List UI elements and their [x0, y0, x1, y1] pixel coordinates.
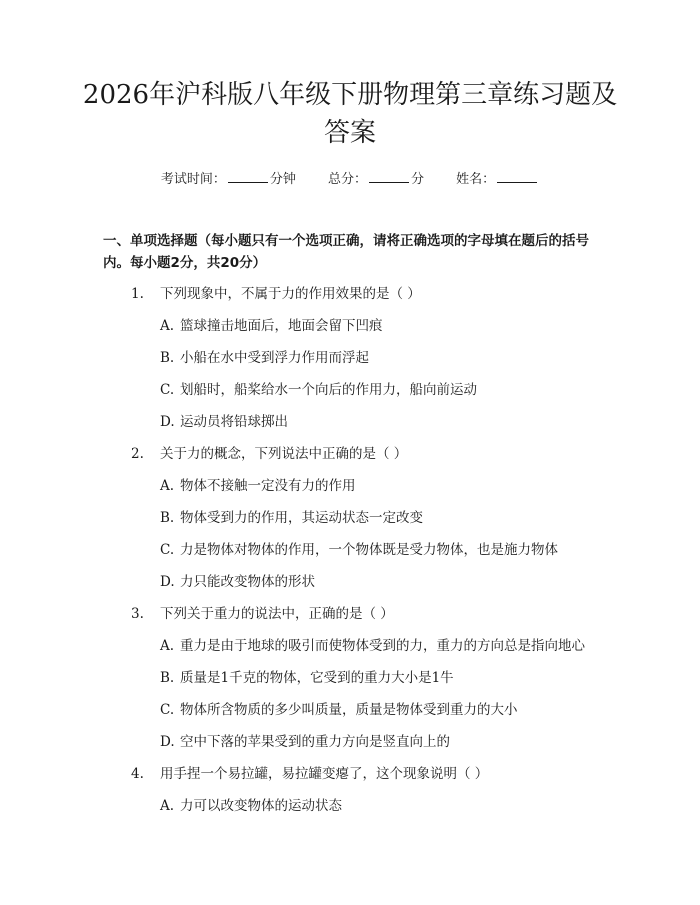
option-letter: B. [160, 350, 175, 366]
option-3c [0, 694, 700, 726]
student-name-field [456, 172, 539, 187]
question-4 [0, 758, 700, 790]
option-text: 物体不接触一定没有力的作用 [180, 478, 356, 494]
total-score-blank [369, 170, 409, 183]
option-letter: C. [160, 702, 175, 718]
question-number: 1. [131, 286, 144, 302]
question-stem: 下列现象中，不属于力的作用效果的是（ ） [160, 286, 421, 302]
option-text: 空中下落的苹果受到的重力方向是竖直向上的 [180, 734, 450, 750]
total-score-label: 总分： [327, 172, 367, 187]
option-letter: A. [160, 478, 175, 494]
option-text: 小船在水中受到浮力作用而浮起 [180, 350, 369, 366]
exam-time-label: 考试时间： [160, 172, 226, 187]
option-text: 物体受到力的作用，其运动状态一定改变 [180, 510, 423, 526]
option-letter: B. [160, 670, 175, 686]
exam-meta [0, 168, 700, 187]
exam-time-field [161, 172, 300, 187]
student-name-blank [497, 170, 537, 183]
option-3d [0, 726, 700, 758]
exam-time-unit: 分钟 [269, 172, 296, 187]
question-1 [0, 278, 700, 310]
option-text: 力可以改变物体的运动状态 [180, 798, 342, 814]
question-number: 3. [131, 606, 144, 622]
option-1d [0, 406, 700, 438]
option-letter: A. [160, 318, 175, 334]
option-letter: D. [160, 734, 175, 750]
option-letter: B. [160, 510, 175, 526]
option-text: 运动员将铅球掷出 [180, 414, 288, 430]
question-3 [0, 598, 700, 630]
option-2d [0, 566, 700, 598]
option-letter: D. [160, 574, 175, 590]
exam-time-blank [228, 170, 268, 183]
question-number: 2. [131, 446, 144, 462]
option-3b [0, 662, 700, 694]
option-1c [0, 374, 700, 406]
option-text: 质量是1千克的物体，它受到的重力大小是1牛 [180, 670, 454, 686]
option-text: 物体所含物质的多少叫质量，质量是物体受到重力的大小 [180, 702, 518, 718]
student-name-label: 姓名： [456, 172, 496, 187]
option-1a [0, 310, 700, 342]
option-1b [0, 342, 700, 374]
option-text: 重力是由于地球的吸引而使物体受到的力，重力的方向总是指向地心 [180, 638, 585, 654]
total-score-field [328, 172, 428, 187]
section-heading: 一、单项选择题（每小题只有一个选项正确，请将正确选项的字母填在题后的括号内。每小题2分，共20分） [103, 233, 589, 271]
option-3a [0, 630, 700, 662]
question-2 [0, 438, 700, 470]
option-text: 力只能改变物体的形状 [180, 574, 315, 590]
option-letter: D. [160, 414, 175, 430]
option-letter: A. [160, 638, 175, 654]
option-2c [0, 534, 700, 566]
question-number: 4. [131, 766, 144, 782]
option-text: 划船时，船桨给水一个向后的作用力，船向前运动 [180, 382, 477, 398]
total-score-unit: 分 [411, 172, 425, 187]
option-letter: C. [160, 542, 175, 558]
question-stem: 关于力的概念，下列说法中正确的是（ ） [160, 446, 408, 462]
question-stem: 下列关于重力的说法中，正确的是（ ） [160, 606, 394, 622]
option-letter: C. [160, 382, 175, 398]
option-4a [0, 790, 700, 822]
question-stem: 用手捏一个易拉罐，易拉罐变瘪了，这个现象说明（ ） [160, 766, 489, 782]
option-letter: A. [160, 798, 175, 814]
option-text: 力是物体对物体的作用，一个物体既是受力物体，也是施力物体 [180, 542, 558, 558]
page-title: 2026年沪科版八年级下册物理第三章练习题及答案 [82, 80, 618, 148]
option-2a [0, 470, 700, 502]
option-2b [0, 502, 700, 534]
option-text: 篮球撞击地面后，地面会留下凹痕 [180, 318, 383, 334]
question-list [0, 278, 700, 822]
